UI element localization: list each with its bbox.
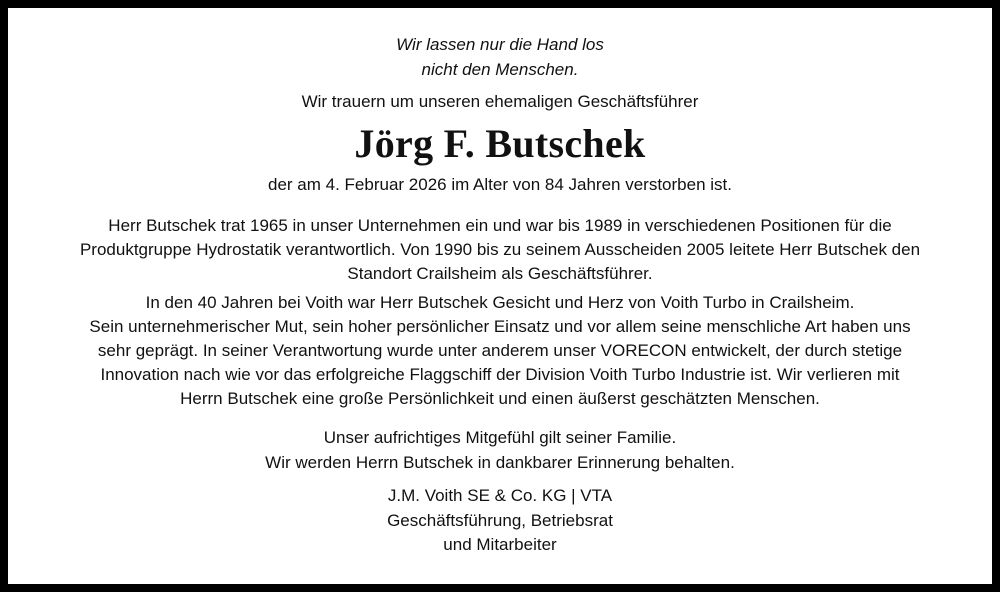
paragraph1-line-2: Produktgruppe Hydrostatik verantwortlich. Von 1990 bis zu seinem Ausscheiden 2005 leitete Herr Butschek den (79, 240, 921, 259)
closing-line-2: Wir werden Herrn Butschek in dankbarer Erinnerung behalten. (265, 453, 735, 472)
closing-line-1: Unser aufrichtiges Mitgefühl gilt seiner Familie. (323, 428, 677, 447)
signature-line-2: Geschäftsführung, Betriebsrat (387, 511, 613, 530)
paragraph2-line-1: In den 40 Jahren bei Voith war Herr Butschek Gesicht und Herz von Voith Turbo in Crailsheim. (145, 293, 855, 312)
signature-line-1: J.M. Voith SE & Co. KG | VTA (387, 486, 613, 505)
paragraph1-line-3: Standort Crailsheim als Geschäftsführer. (347, 264, 653, 283)
intro-text: Wir trauern um unseren ehemaligen Geschäftsführer (301, 92, 699, 111)
paragraph2-line-5: Herrn Butschek eine große Persönlichkeit und einen äußerst geschätzten Menschen. (180, 389, 820, 408)
paragraph2-line-3: sehr geprägt. In seiner Verantwortung wurde unter anderem unser VORECON entwickelt, der durch stetige (97, 341, 903, 360)
death-line: der am 4. Februar 2026 im Alter von 84 Jahren verstorben ist. (268, 175, 732, 194)
signature-line-3: und Mitarbeiter (443, 535, 557, 554)
paragraph1-line-1: Herr Butschek trat 1965 in unser Unternehmen ein und war bis 1989 in verschiedenen Positionen für die (108, 216, 892, 235)
paragraph2-line-2: Sein unternehmerischer Mut, sein hoher persönlicher Einsatz und vor allem seine menschliche Art haben uns (89, 317, 911, 336)
paragraph2-line-4: Innovation nach wie vor das erfolgreiche Flaggschiff der Division Voith Turbo Industrie ist. Wir verlieren mit (100, 365, 900, 384)
obituary-notice (8, 8, 992, 584)
deceased-name: Jörg F. Butschek (354, 121, 646, 166)
quote-line-2: nicht den Menschen. (421, 60, 579, 79)
quote-line-1: Wir lassen nur die Hand los (396, 35, 604, 54)
